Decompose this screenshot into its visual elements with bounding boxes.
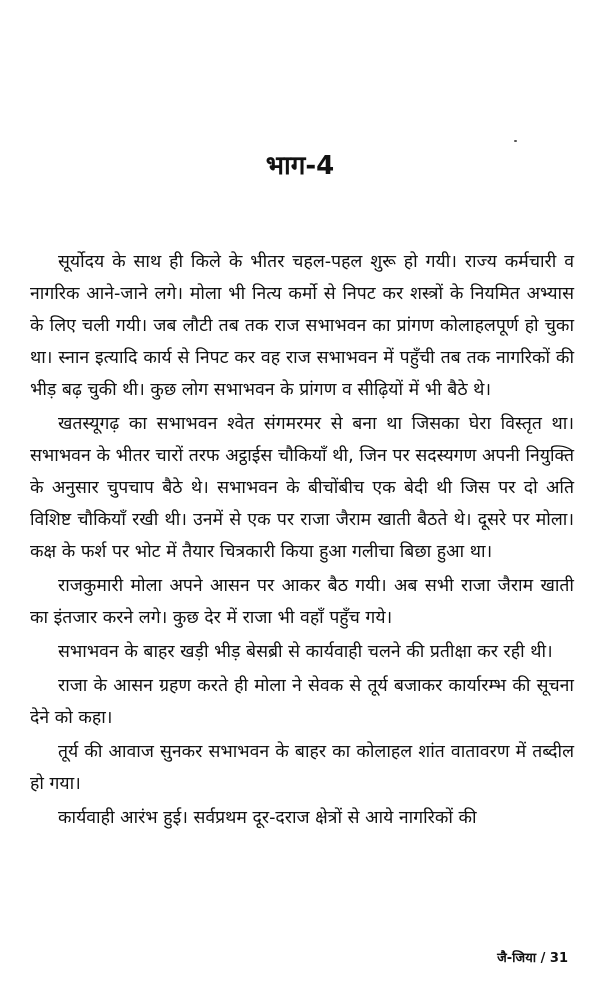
- paragraph-6: तूर्य की आवाज सुनकर सभाभवन के बाहर का कोलाहल शांत वातावरण में तब्दील हो गया।: [30, 742, 574, 794]
- paragraph-3: राजकुमारी मोला अपने आसन पर आकर बैठ गयी। अब सभी राजा जैराम खाती का इंतजार करने लगे। कुछ देर में राजा भी वहाँ पहुँच गये।: [30, 576, 574, 628]
- chapter-heading: भाग-4: [265, 151, 335, 181]
- paragraph-5: राजा के आसन ग्रहण करते ही मोला ने सेवक से तूर्य बजाकर कार्यारम्भ की सूचना देने को कहा।: [30, 676, 574, 728]
- ink-speck: [514, 140, 517, 142]
- paragraph-4: सभाभवन के बाहर खड़ी भीड़ बेसब्री से कार्यवाही चलने की प्रतीक्षा कर रही थी।: [58, 642, 553, 662]
- paragraph-1: सूर्योदय के साथ ही किले के भीतर चहल-पहल शुरू हो गयी। राज्य कर्मचारी व नागरिक आने-जाने लगे। मोला भी नित्य कर्मो से निपट कर शस्त्रों के नियमित अभ्यास के लिए चली गयी। जब लौटी तब तक राज सभाभवन का प्रांगण कोलाहलपूर्ण हो चुका था। स्नान इत्यादि कार्य से निपट कर वह राज सभाभवन में पहुँची तब तक नागरिकों की भीड़ बढ़ चुकी थी। कुछ लोग सभाभवन के प्रांगण व सीढ़ियों में भी बैठे थे।: [30, 252, 574, 400]
- paragraph-2: खतस्यूगढ़ का सभाभवन श्वेत संगमरमर से बना था जिसका घेरा विस्तृत था। सभाभवन के भीतर चारों तरफ अट्ठाईस चौकियाँ थी, जिन पर सदस्यगण अपनी नियुक्ति के अनुसार चुपचाप बैठे थे। सभाभवन के बीचोंबीच एक बेदी थी जिस पर दो अति विशिष्ट चौकियाँ रखी थी। उनमें से एक पर राजा जैराम खाती बैठते थे। दूसरे पर मोला। कक्ष के फर्श पर भोट में तैयार चित्रकारी किया हुआ गलीचा बिछा हुआ था।: [30, 414, 574, 562]
- paragraph-7: कार्यवाही आरंभ हुई। सर्वप्रथम दूर-दराज क्षेत्रों से आये नागरिकों की: [58, 808, 477, 828]
- chapter-body: [30, 246, 574, 834]
- page-footer: जै-जिया / 31: [497, 951, 568, 966]
